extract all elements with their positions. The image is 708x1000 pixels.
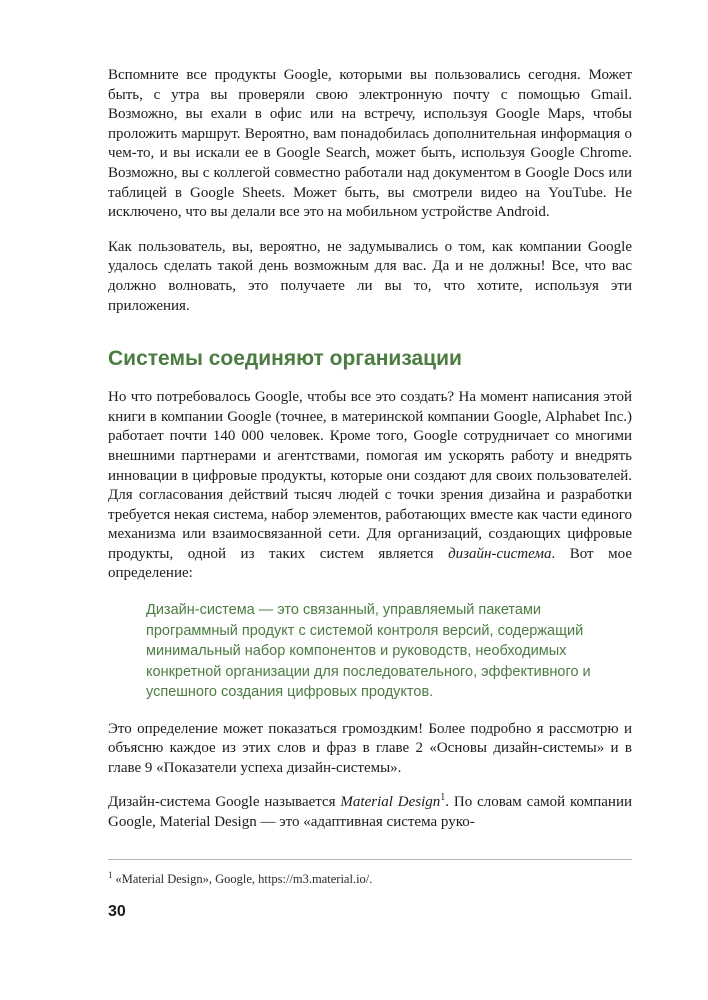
text-block bbox=[108, 66, 632, 887]
section-heading: Системы соединяют организации bbox=[108, 347, 462, 371]
paragraph-3-italic-term: дизайн-система bbox=[448, 545, 552, 562]
footnote-area bbox=[108, 859, 632, 887]
definition-quote: Дизайн-система — это связанный, управляемый пакетами программный продукт с системой контроля версий, содержащий минимальный набор компонентов и руководств, необходимых конкретной организации для последовательного, эффективного и успешного создания цифровых продуктов. bbox=[146, 602, 591, 701]
footnote-number: 1 bbox=[108, 869, 113, 880]
paragraph-5-tail: . По словам самой компании Google, Material Design — это «адаптивная система руко- bbox=[108, 794, 632, 830]
paragraph-2: Как пользователь, вы, вероятно, не задумывались о том, как компании Google удалось сделать такой день возможным для вас. Да и не должны! Все, что вас должно волновать, это получаете ли вы то, что хотите, используя эти приложения. bbox=[108, 238, 632, 314]
paragraph-4: Это определение может показаться громоздким! Более подробно я рассмотрю и объясню каждое из этих слов и фраз в главе 2 «Основы дизайн-системы» и в главе 9 «Показатели успеха дизайн-системы». bbox=[108, 720, 632, 776]
page-number: 30 bbox=[108, 903, 126, 920]
paragraph-3-text: Но что потребовалось Google, чтобы все это создать? На момент написания этой книги в компании Google (точнее, в материнской компании Google, Alphabet Inc.) работает почти 140 000 человек. Кроме того, Google сотрудничает со многими внешними партнерами и агентствами, помогая им ускорять работу и внедрять инновации в цифровые продукты, которые они создают для своих пользователей. Для согласования действий тысяч людей с точки зрения дизайна и разработки требуется некая система, набор элементов, работающих вместе как части единого механизма или взаимосвязанной сети. Для организаций, создающих цифровые продукты, одной из таких систем является bbox=[108, 389, 632, 562]
paragraph-3-tail: . Вот мое определение: bbox=[108, 545, 632, 582]
paragraph-5-text: Дизайн-система Google называется bbox=[108, 794, 341, 811]
footnote-text: «Material Design», Google, https://m3.material.io/. bbox=[115, 871, 373, 886]
footnote bbox=[108, 867, 632, 887]
paragraph-3 bbox=[108, 388, 632, 584]
footnote-reference: 1 bbox=[440, 792, 446, 804]
paragraph-1: Вспомните все продукты Google, которыми вы пользовались сегодня. Может быть, с утра вы проверяли свою электронную почту с помощью Gmail. Возможно, вы ехали в офис или на встречу, используя Google Maps, чтобы проложить маршрут. Вероятно, вам понадобилась дополнительная информация о чем-то, и вы искали ее в Google Search, может быть, используя Google Chrome. Возможно, вы с коллегой совместно работали над документом в Google Docs или таблицей в Google Sheets. Может быть, вы смотрели видео на YouTube. Не исключено, что вы делали все это на мобильном устройстве Android. bbox=[108, 67, 632, 221]
paragraph-5-italic-term: Material Design bbox=[340, 794, 441, 811]
paragraph-5 bbox=[108, 793, 632, 832]
